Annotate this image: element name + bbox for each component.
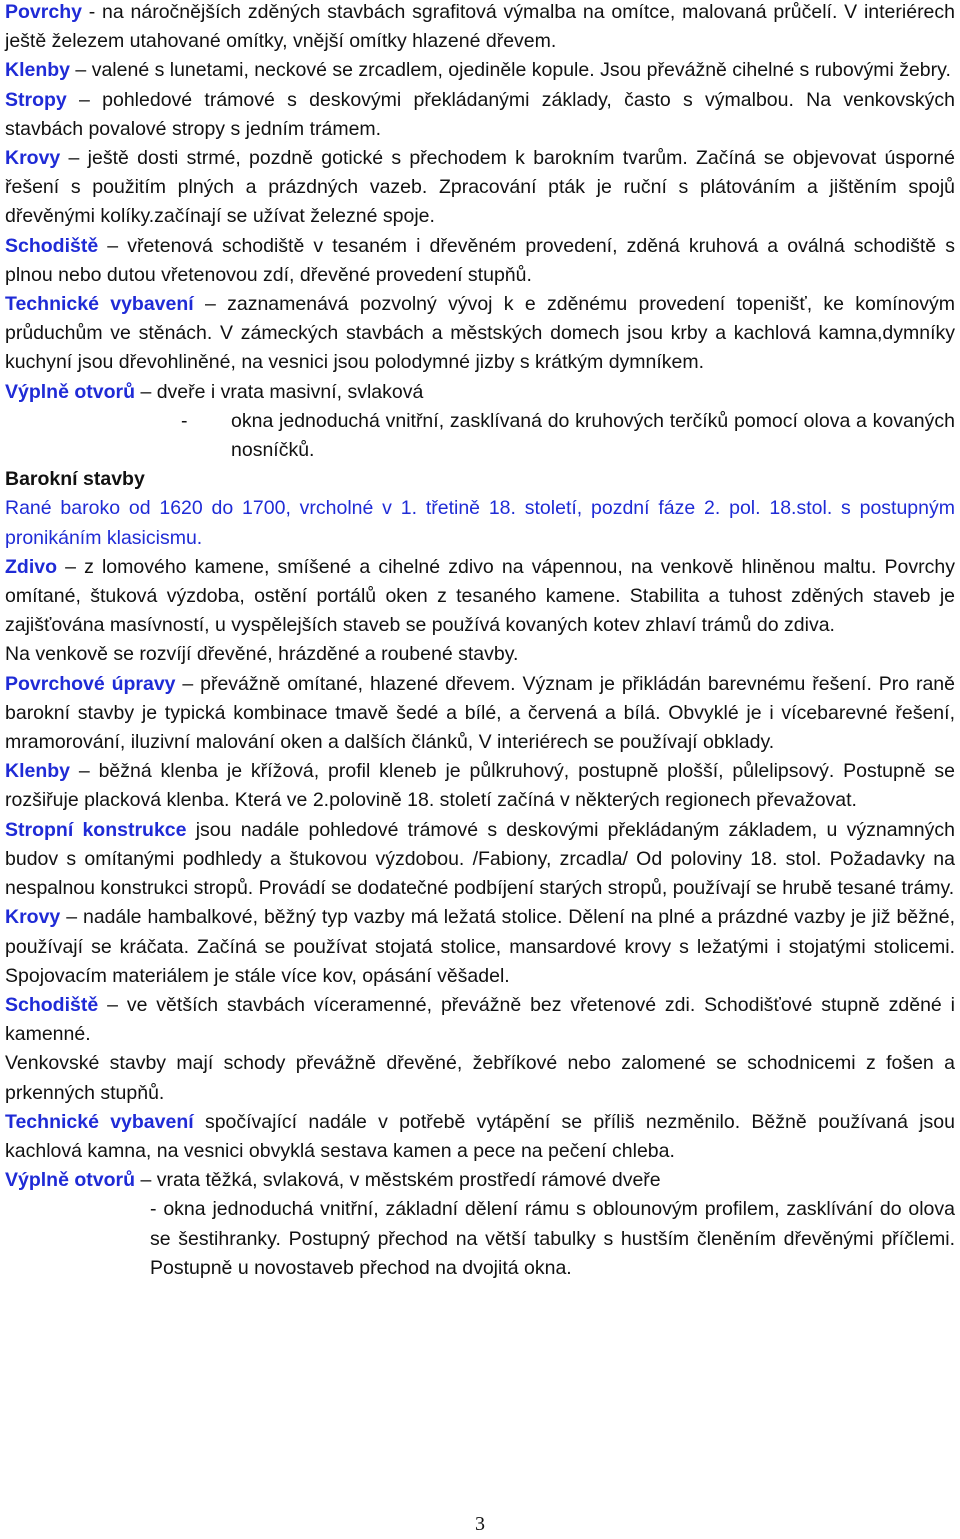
paragraph-stropy xyxy=(5,86,955,144)
paragraph-text: – z lomového kamene, smíšené a cihelné zdivo na vápennou, na venkově hliněnou maltu. Povrchy omítané, štuková výzdoba, ostění portálů oken z tesaného kamene. Stabilita a tuhost zděných staveb je zajišťována masívností, u vyspělejších staveb se používá kovaných kotev zhlaví trámů do zdiva. xyxy=(5,555,955,637)
section-subheading: Rané baroko od 1620 do 1700, vrcholné v 1. třetině 18. století, pozdní fáze 2. pol. 18.stol. s postupným pronikáním klasicismu. xyxy=(5,497,955,549)
list-item-text: okna jednoduchá vnitřní, zasklívaná do kruhových terčíků pomocí olova a kovaných nosníčků. xyxy=(231,409,955,462)
paragraph-stropni-konstrukce xyxy=(5,816,955,904)
paragraph-text: – nadále hambalkové, běžný typ vazby má ležatá stolice. Dělení na plné a prázdné vazby je již běžné, používají se kráčata. Začíná se používat stojatá stolice, mansardové krovy s ležatými i stojatými stolicemi. Spojovacím materiálem je stále více kov, opásání věšadel. xyxy=(5,906,955,987)
term-schodiste: Schodiště xyxy=(5,993,99,1016)
paragraph-text: – pohledové trámové s deskovými překládanými základy, často s výmalbou. Na venkovských stavbách povalové stropy s jedním trámem. xyxy=(5,88,955,140)
term-vyplne-otvoru: Výplně otvorů xyxy=(5,380,136,403)
paragraph-text: – ve větších stavbách víceramenné, převážně bez vřetenové zdi. Schodišťové stupně zděné i kamenné. xyxy=(5,993,955,1046)
term-povrchy: Povrchy xyxy=(5,1,82,23)
paragraph-klenby-baroko xyxy=(5,757,955,815)
paragraph-text: – ještě dosti strmé, pozdně gotické s přechodem k barokním tvarům. Začíná se objevovat úsporné řešení s použitím plných a prázdných vazeb. Zpracování pták je ruční s plátováním a jištěním spojů dřevěnými kolíky.začínají se užívat železné spoje. xyxy=(5,147,955,228)
paragraph-povrchy xyxy=(5,0,955,56)
term-povrchove-upravy: Povrchové úpravy xyxy=(5,672,176,695)
list-item xyxy=(5,407,955,465)
paragraph-venkov: Na venkově se rozvíjí dřevěné, hrázděné a roubené stavby. xyxy=(5,643,519,666)
term-stropni-konstrukce: Stropní konstrukce xyxy=(5,818,187,841)
term-technicke-vybaveni: Technické vybavení xyxy=(5,293,194,316)
paragraph-text: - na náročnějších zděných stavbách sgrafitová výmalba na omítce, malovaná průčelí. V interiérech ještě železem utahované omítky, vnější omítky hlazené dřevem. xyxy=(5,1,955,53)
paragraph-text: – běžná klenba je křížová, profil kleneb je půlkruhový, postupně plošší, půlelipsový. Postupně se rozšiřuje placková klenba. Která ve 2.polovině 18. století začíná v některých regionech převažovat. xyxy=(5,760,955,812)
document-body xyxy=(5,0,955,1283)
term-technicke-vybaveni: Technické vybavení xyxy=(5,1110,194,1133)
list-dash: - xyxy=(181,409,188,432)
paragraph-schodiste xyxy=(5,232,955,290)
paragraph-technicke-vybaveni xyxy=(5,290,955,378)
paragraph-text: – vřetenová schodiště v tesaném i dřevěném provedení, zděná kruhová a oválná schodiště s plnou nebo dutou vřetenovou zdí, dřevěné provedení stupňů. xyxy=(5,234,955,286)
paragraph-text: – vrata těžká, svlaková, v městském prostředí rámové dveře xyxy=(135,1169,661,1192)
paragraph-zdivo xyxy=(5,553,955,641)
paragraph-text: – převážně omítané, hlazené dřevem. Význam je přikládán barevnému řešení. Pro raně barokní stavby je typická kombinace tmavě šedé a bílé, a červená a bílá. Obvyklé je i vícebarevné řešení, mramorování, iluzivní malování oken a dalších článků, V interiérech se používají obklady. xyxy=(5,672,955,754)
paragraph-krovy xyxy=(5,144,955,232)
term-klenby: Klenby xyxy=(5,59,71,82)
list-item: - okna jednoduchá vnitřní, základní dělení rámu s oblounovým profilem, zasklívání do olova se šestihranky. Postupný přechod na větší tabulky s hustším členěním dřevěnými příčlemi. Postupně u novostaveb přechod na dvojitá okna. xyxy=(150,1198,955,1279)
paragraph-text: spočívající nadále v potřebě vytápění se příliš nezměnilo. Běžně používaná jsou kachlová kamna, na vesnici obvyklá sestava kamen a pece na pečení chleba. xyxy=(5,1110,956,1162)
term-vyplne-otvoru: Výplně otvorů xyxy=(5,1169,136,1192)
paragraph-text: – valené s lunetami, neckové se zrcadlem, ojediněle kopule. Jsou převážně cihelné s rubovými žebry. xyxy=(70,59,951,82)
paragraph-schodiste-baroko xyxy=(5,991,955,1049)
term-stropy: Stropy xyxy=(5,88,67,111)
paragraph-vyplne-otvoru xyxy=(5,378,955,407)
paragraph-technicke-vybaveni-baroko xyxy=(5,1108,955,1166)
paragraph-klenby xyxy=(5,56,955,85)
term-krovy: Krovy xyxy=(5,147,61,170)
paragraph-krovy-baroko xyxy=(5,903,955,991)
term-klenby: Klenby xyxy=(5,760,71,783)
paragraph-text: – zaznamenává pozvolný vývoj k e zděnému provedení topenišť, ke komínovým průduchům ve stěnách. V zámeckých stavbách a městských domech jsou krby a kachlová kamna,dymníky kuchyní jsou dřevohliněné, na vesnici jsou polodymné jizby s krátkým dymníkem. xyxy=(5,293,955,374)
paragraph-venkovske-schody: Venkovské stavby mají schody převážně dřevěné, žebříkové nebo zalomené se schodnicemi z fošen a prkenných stupňů. xyxy=(5,1052,955,1104)
paragraph-povrchove-upravy xyxy=(5,670,955,758)
paragraph-text: – dveře i vrata masivní, svlaková xyxy=(135,380,424,403)
page-number: 3 xyxy=(475,1513,485,1535)
paragraph-text: jsou nadále pohledové trámové s deskovými překládaným základem, u významných budov s omítanými podhledy a štukovou výzdobou. /Fabiony, zrcadla/ Od poloviny 18. stol. Požadavky na nespalnou konstrukci stropů. Provádí se dodatečné podbíjení starých stropů, používají se hrubě tesané trámy. xyxy=(5,818,955,900)
term-krovy: Krovy xyxy=(5,906,61,929)
section-heading: Barokní stavby xyxy=(5,468,145,491)
paragraph-vyplne-otvoru-baroko xyxy=(5,1166,955,1195)
term-zdivo: Zdivo xyxy=(5,555,57,578)
term-schodiste: Schodiště xyxy=(5,234,99,257)
